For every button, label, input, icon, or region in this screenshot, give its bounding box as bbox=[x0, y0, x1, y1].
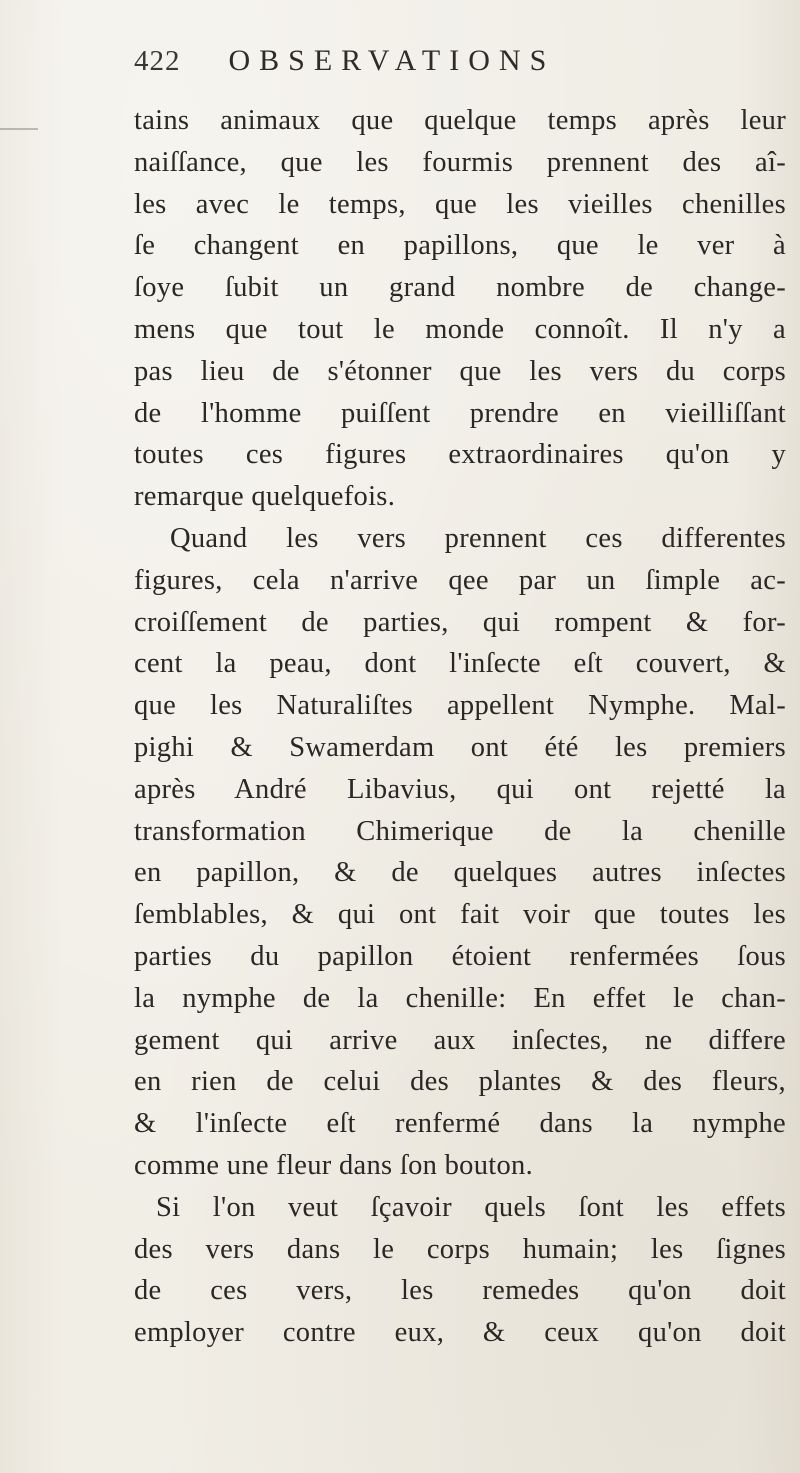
margin-rule bbox=[0, 128, 38, 130]
text-line: figures, cela n'arrive qee par un ſimple ac- bbox=[134, 564, 786, 596]
body-text bbox=[134, 100, 786, 1354]
text-line: après André Libavius, qui ont rejetté la bbox=[134, 773, 786, 805]
text-line: parties du papillon étoient renfermées ſous bbox=[134, 940, 786, 972]
paragraph-end-line: remarque quelquefois. bbox=[134, 481, 396, 513]
text-line: de l'homme puiſſent prendre en vieilliſſant bbox=[134, 397, 786, 429]
text-line: employer contre eux, & ceux qu'on doit bbox=[134, 1317, 786, 1349]
text-line: cent la peau, dont l'inſecte eſt couvert, & bbox=[134, 648, 786, 680]
text-line: tains animaux que quelque temps après leur bbox=[134, 105, 786, 136]
text-line: en papillon, & de quelques autres inſectes bbox=[134, 857, 786, 889]
paragraph-start-line: Si l'on veut ſçavoir quels ſont les effets bbox=[156, 1191, 786, 1223]
text-line: pighi & Swamerdam ont été les premiers bbox=[134, 731, 786, 763]
text-line: gement qui arrive aux inſectes, ne differe bbox=[134, 1024, 786, 1056]
paragraph-start-line: Quand les vers prennent ces differentes bbox=[170, 522, 786, 554]
text-line: mens que tout le monde connoît. Il n'y a bbox=[134, 313, 786, 345]
text-line: en rien de celui des plantes & des fleurs, bbox=[134, 1066, 786, 1098]
text-line: ſe changent en papillons, que le ver à bbox=[134, 230, 786, 262]
text-line: de ces vers, les remedes qu'on doit bbox=[134, 1275, 786, 1307]
text-line: les avec le temps, que les vieilles chenilles bbox=[134, 188, 786, 220]
text-line: naiſſance, que les fourmis prennent des aî- bbox=[134, 146, 786, 178]
text-line: & l'inſecte eſt renfermé dans la nymphe bbox=[134, 1108, 786, 1140]
text-line: des vers dans le corps humain; les ſignes bbox=[134, 1233, 786, 1265]
text-line: la nymphe de la chenille: En effet le chan- bbox=[134, 982, 786, 1014]
text-line: ſemblables, & qui ont fait voir que toutes les bbox=[134, 899, 786, 931]
running-title: OBSERVATIONS bbox=[228, 44, 556, 77]
text-line: pas lieu de s'étonner que les vers du corps bbox=[134, 355, 786, 387]
text-line: que les Naturaliſtes appellent Nymphe. Mal- bbox=[134, 690, 786, 722]
page-header bbox=[134, 44, 694, 100]
text-line: transformation Chimerique de la chenille bbox=[134, 815, 786, 847]
text-line: ſoye ſubit un grand nombre de change- bbox=[134, 272, 786, 304]
text-line: croiſſement de parties, qui rompent & for- bbox=[134, 606, 786, 638]
paragraph-end-line: comme une fleur dans ſon bouton. bbox=[134, 1149, 534, 1181]
text-line: toutes ces figures extraordinaires qu'on y bbox=[134, 439, 786, 471]
page-number: 422 bbox=[134, 45, 181, 77]
